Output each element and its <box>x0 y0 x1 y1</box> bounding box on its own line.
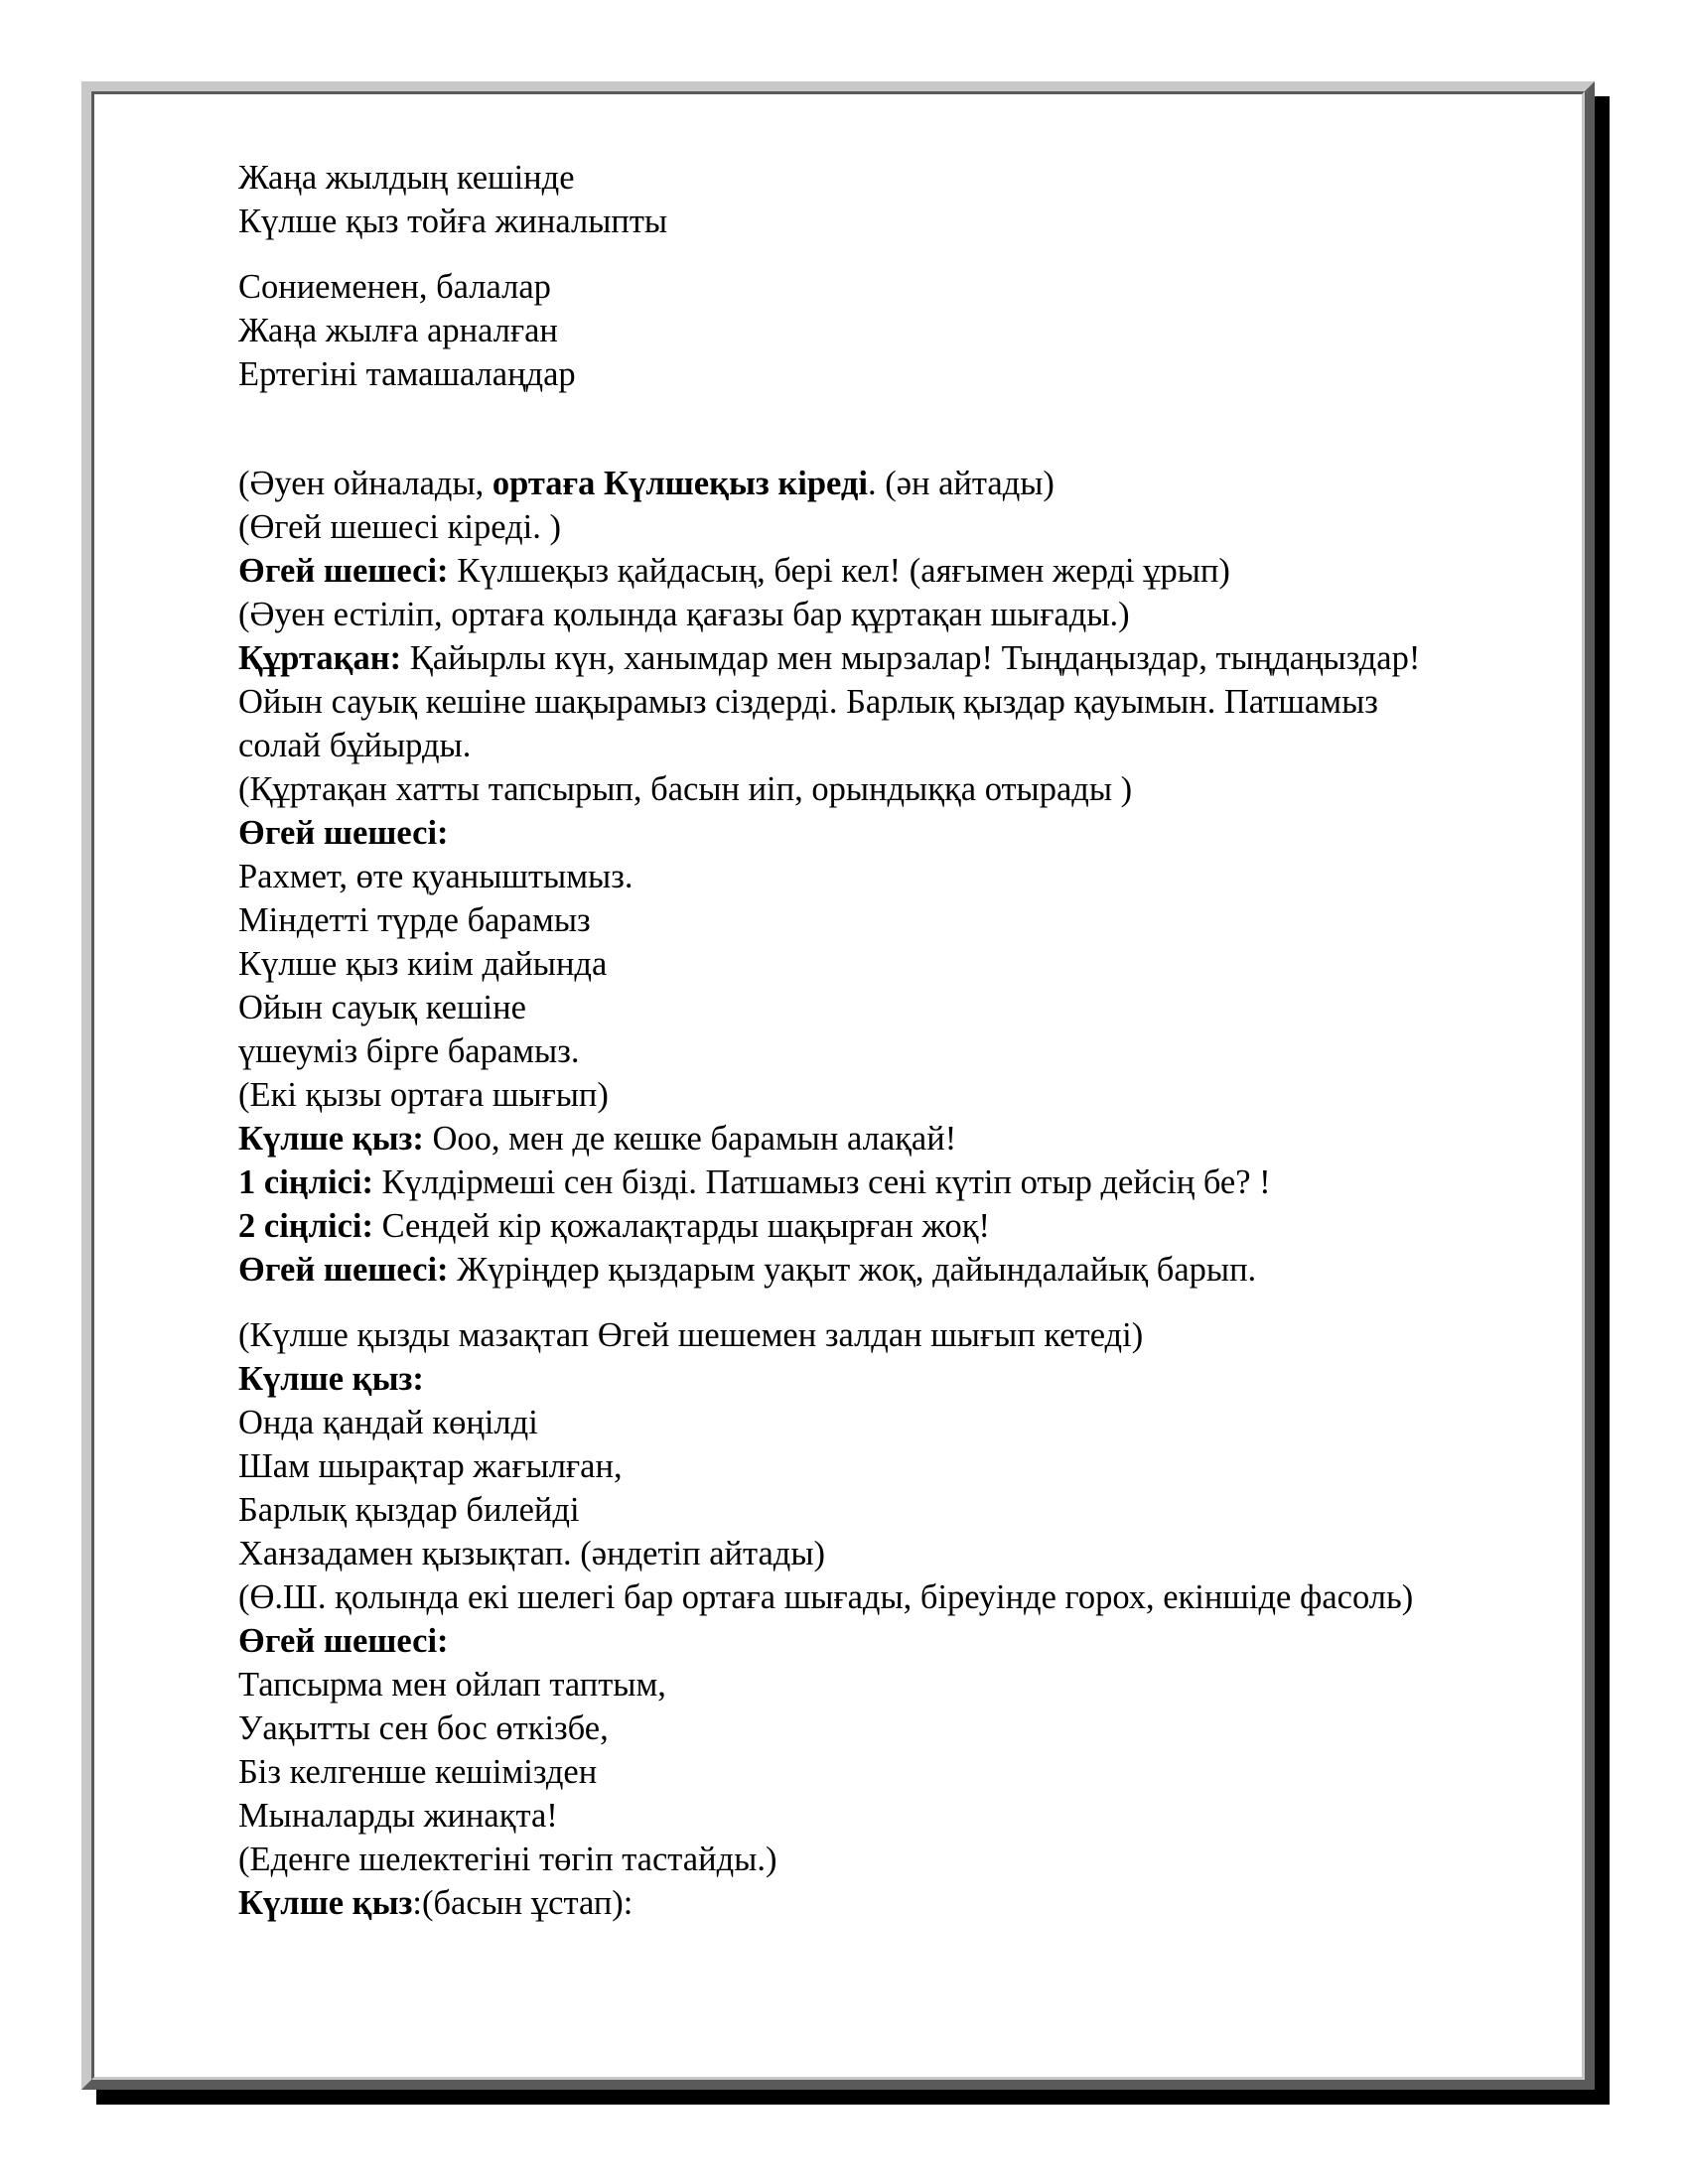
dialogue-line <box>238 1117 1569 1160</box>
text-line: Шам шырақтар жағылған, <box>238 1447 623 1485</box>
dialogue-line <box>238 636 1569 680</box>
stage-direction-line: (Екі қызы ортаға шығып) <box>238 1076 609 1114</box>
speaker-name: 1 сіңлісі: <box>238 1163 373 1201</box>
text-line: Міндетті түрде барамыз <box>238 901 591 939</box>
stage-direction-line <box>238 462 1569 505</box>
stage-direction-line: (Ө.Ш. қолында екі шелегі бар ортаға шығады, біреуінде горох, екіншіде фасоль) <box>238 1578 1414 1616</box>
stage-direction-line: (Құртақан хатты тапсырып, басын иіп, орындыққа отырады ) <box>238 770 1133 808</box>
stage-direction-line: (Өгей шешесі кіреді. ) <box>238 508 561 546</box>
text-line: Рахмет, өте қуаныштымыз. <box>238 858 633 895</box>
speaker-name: Өгей шешесі: <box>238 1251 449 1289</box>
text-line: Жаңа жылдың кешінде <box>238 159 575 197</box>
dialogue-line <box>238 549 1569 593</box>
dialogue-line <box>238 1204 1569 1248</box>
speaker-line <box>238 1619 1569 1663</box>
stage-direction-line: (Әуен естіліп, ортаға қолында қағазы бар құртақан шығады.) <box>238 596 1130 633</box>
text-line: Ойын сауық кешіне <box>238 989 526 1026</box>
speaker-name: Құртақан: <box>238 639 402 677</box>
speaker-name: 2 сіңлісі: <box>238 1207 373 1245</box>
paragraph-gap <box>238 396 1569 462</box>
text-line: Сониеменен, балалар <box>238 268 551 306</box>
speaker-line <box>238 811 1569 855</box>
dialogue-line <box>238 1248 1569 1292</box>
text-span: (Әуен ойналады, <box>238 465 492 502</box>
dialogue-text: Күлдірмеші сен бізді. Патшамыз сені күтіп отыр дейсің бе? ! <box>372 1163 1271 1201</box>
text-line: Ханзадамен қызықтап. (әндетіп айтады) <box>238 1535 825 1572</box>
text-line: Ойын сауық кешіне шақырамыз сіздерді. Барлық қыздар қауымын. Патшамыз <box>238 683 1378 721</box>
speaker-name: Өгей шешесі: <box>238 552 449 590</box>
dialogue-text: Қайырлы күн, ханымдар мен мырзалар! Тыңдаңыздар, тыңдаңыздар! <box>401 639 1421 677</box>
dialogue-line <box>238 1160 1569 1204</box>
text-span: . (ән айтады) <box>867 465 1055 502</box>
text-line: Барлық қыздар билейді <box>238 1491 580 1529</box>
text-line: Жаңа жылға арналған <box>238 312 558 349</box>
text-line: Күлше қыз киім дайында <box>238 945 608 983</box>
speaker-name: Өгей шешесі: <box>238 1622 449 1660</box>
text-line: Тапсырма мен ойлап таптым, <box>238 1666 666 1704</box>
text-line: Уақытты сен бос өткізбе, <box>238 1709 609 1747</box>
speaker-name: Өгей шешесі: <box>238 814 449 852</box>
paragraph-gap <box>238 1292 1569 1313</box>
dialogue-text: :(басын ұстап): <box>412 1884 633 1922</box>
text-line: Күлше қыз тойға жиналыпты <box>238 203 668 240</box>
speaker-name: Күлше қыз: <box>238 1120 424 1158</box>
text-line: Ертегіні тамашалаңдар <box>238 355 576 393</box>
text-line: Мыналарды жинақта! <box>238 1797 558 1835</box>
speaker-name: Күлше қыз: <box>238 1360 424 1398</box>
speaker-name: Күлше қыз <box>238 1884 413 1922</box>
text-line: Біз келгенше кешімізден <box>238 1753 598 1791</box>
dialogue-text: Күлшеқыз қайдасың, бері кел! (аяғымен жерді ұрып) <box>448 552 1230 590</box>
stage-direction-line: (Күлше қызды мазақтап Өгей шешемен залдан шығып кетеді) <box>238 1316 1144 1354</box>
dialogue-line <box>238 1881 1569 1925</box>
speaker-line <box>238 1357 1569 1401</box>
text-line: үшеуміз бірге барамыз. <box>238 1032 580 1070</box>
dialogue-text: Жүріңдер қыздарым уақыт жоқ, дайындалайық барып. <box>448 1251 1257 1289</box>
text-line: Онда қандай көңілді <box>238 1404 538 1441</box>
script-text <box>238 156 1569 1925</box>
text-line: солай бұйырды. <box>238 727 472 764</box>
dialogue-text: Ооо, мен де кешке барамын алақай! <box>423 1120 957 1158</box>
bold-text-span: ортаға Күлшеқыз кіреді <box>492 465 868 502</box>
paragraph-gap <box>238 243 1569 265</box>
dialogue-text: Сендей кір қожалақтарды шақырған жоқ! <box>372 1207 990 1245</box>
stage-direction-line: (Еденге шелектегіні төгіп тастайды.) <box>238 1841 777 1878</box>
